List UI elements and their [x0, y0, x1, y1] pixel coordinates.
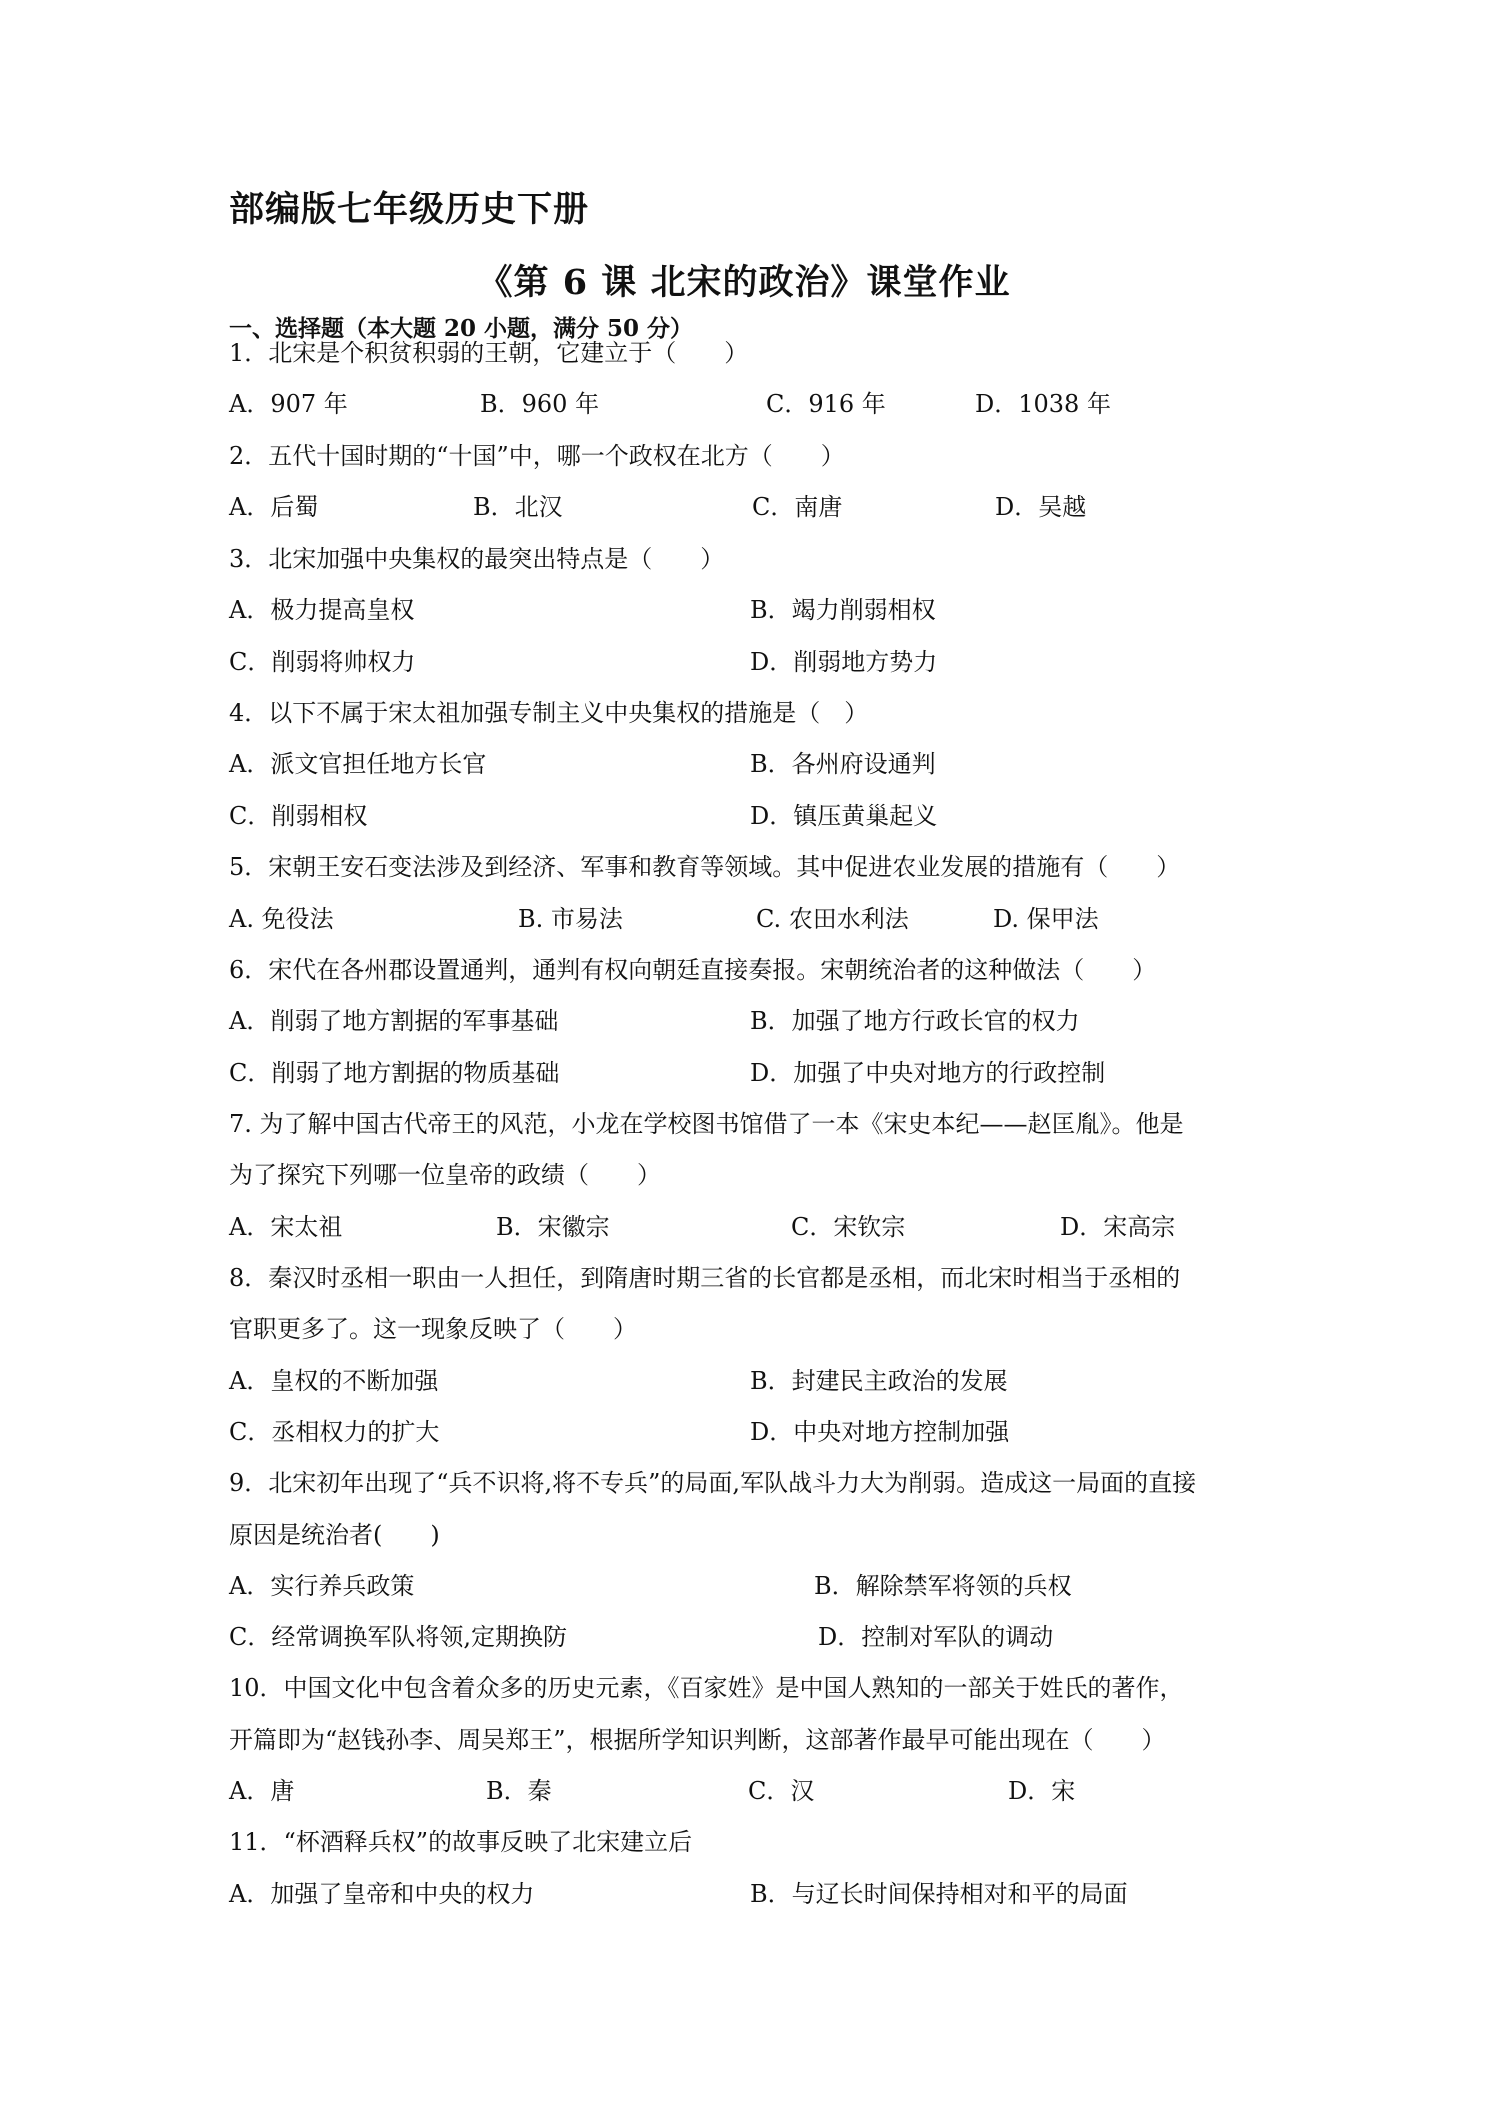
question-3-option-d: D．削弱地方势力: [750, 648, 938, 676]
question-5-option-d: D. 保甲法: [993, 905, 1099, 933]
question-3-option-b: B．竭力削弱相权: [750, 596, 936, 624]
section-heading: 一、选择题（本大题 20 小题，满分 50 分）: [229, 315, 694, 342]
question-3-option-a: A．极力提高皇权: [229, 596, 415, 624]
question-9-stem-line-2: 原因是统治者( ): [229, 1521, 440, 1549]
question-6-option-d: D．加强了中央对地方的行政控制: [750, 1059, 1106, 1087]
question-7-option-c: C．宋钦宗: [791, 1213, 906, 1241]
document-header: 部编版七年级历史下册: [229, 189, 590, 230]
question-8-option-b: B．封建民主政治的发展: [750, 1367, 1008, 1395]
question-4-option-d: D．镇压黄巢起义: [750, 802, 938, 830]
question-10-option-c: C．汉: [748, 1777, 815, 1805]
question-2-stem: 2．五代十国时期的“十国”中，哪一个政权在北方（ ）: [229, 442, 845, 470]
question-11-stem: 11．“杯酒释兵权”的故事反映了北宋建立后: [229, 1828, 693, 1856]
question-1-option-a: A．907 年: [229, 390, 348, 418]
question-7-option-a: A．宋太祖: [229, 1213, 343, 1241]
question-5-stem: 5．宋朝王安石变法涉及到经济、军事和教育等领域。其中促进农业发展的措施有（ ）: [229, 853, 1181, 881]
question-1-stem: 1．北宋是个积贫积弱的王朝，它建立于（ ）: [229, 339, 749, 367]
question-8-option-c: C．丞相权力的扩大: [229, 1418, 440, 1446]
question-2-option-c: C．南唐: [752, 493, 843, 521]
question-6-option-a: A．削弱了地方割据的军事基础: [229, 1007, 559, 1035]
question-8-stem-line-2: 官职更多了。这一现象反映了（ ）: [229, 1315, 637, 1343]
question-10-stem-line-2: 开篇即为“赵钱孙李、周吴郑王”，根据所学知识判断，这部著作最早可能出现在（ ）: [229, 1726, 1166, 1754]
question-4-option-b: B．各州府设通判: [750, 750, 936, 778]
question-5-option-c: C. 农田水利法: [756, 905, 909, 933]
question-7-stem-line-2: 为了探究下列哪一位皇帝的政绩（ ）: [229, 1161, 661, 1189]
question-10-stem-line-1: 10．中国文化中包含着众多的历史元素，《百家姓》是中国人熟知的一部关于姓氏的著作，: [229, 1674, 1184, 1702]
question-3-stem: 3．北宋加强中央集权的最突出特点是（ ）: [229, 545, 725, 573]
question-11-option-a: A．加强了皇帝和中央的权力: [229, 1880, 535, 1908]
question-8-stem-line-1: 8．秦汉时丞相一职由一人担任，到隋唐时期三省的长官都是丞相，而北宋时相当于丞相的: [229, 1264, 1181, 1292]
question-8-option-a: A．皇权的不断加强: [229, 1367, 439, 1395]
document-title: 《第 6 课 北宋的政治》课堂作业: [477, 262, 1011, 303]
question-5-option-b: B. 市易法: [518, 905, 623, 933]
question-11-option-b: B．与辽长时间保持相对和平的局面: [750, 1880, 1128, 1908]
question-1-option-c: C．916 年: [766, 390, 886, 418]
question-9-option-d: D．控制对军队的调动: [818, 1623, 1054, 1651]
question-8-option-d: D．中央对地方控制加强: [750, 1418, 1010, 1446]
question-2-option-d: D．吴越: [995, 493, 1087, 521]
question-2-option-b: B．北汉: [473, 493, 563, 521]
question-9-stem-line-1: 9．北宋初年出现了“兵不识将,将不专兵”的局面,军队战斗力大为削弱。造成这一局面的直接: [229, 1469, 1197, 1497]
question-5-option-a: A. 免役法: [229, 905, 334, 933]
question-2-option-a: A．后蜀: [229, 493, 319, 521]
question-9-option-a: A．实行养兵政策: [229, 1572, 415, 1600]
question-7-option-d: D．宋高宗: [1060, 1213, 1176, 1241]
question-10-option-a: A．唐: [229, 1777, 295, 1805]
question-6-option-b: B．加强了地方行政长官的权力: [750, 1007, 1080, 1035]
question-4-stem: 4．以下不属于宋太祖加强专制主义中央集权的措施是（ ）: [229, 699, 869, 727]
question-9-option-b: B．解除禁军将领的兵权: [814, 1572, 1072, 1600]
question-4-option-a: A．派文官担任地方长官: [229, 750, 487, 778]
question-1-option-b: B．960 年: [480, 390, 600, 418]
question-7-stem-line-1: 7. 为了解中国古代帝王的风范，小龙在学校图书馆借了一本《宋史本纪——赵匡胤》。他是: [229, 1110, 1184, 1138]
question-6-stem: 6．宋代在各州郡设置通判，通判有权向朝廷直接奏报。宋朝统治者的这种做法（ ）: [229, 956, 1157, 984]
question-1-option-d: D．1038 年: [975, 390, 1111, 418]
question-7-option-b: B．宋徽宗: [496, 1213, 610, 1241]
question-4-option-c: C．削弱相权: [229, 802, 368, 830]
question-10-option-b: B．秦: [486, 1777, 552, 1805]
question-9-option-c: C．经常调换军队将领,定期换防: [229, 1623, 567, 1651]
question-10-option-d: D．宋: [1008, 1777, 1076, 1805]
question-3-option-c: C．削弱将帅权力: [229, 648, 416, 676]
question-6-option-c: C．削弱了地方割据的物质基础: [229, 1059, 560, 1087]
